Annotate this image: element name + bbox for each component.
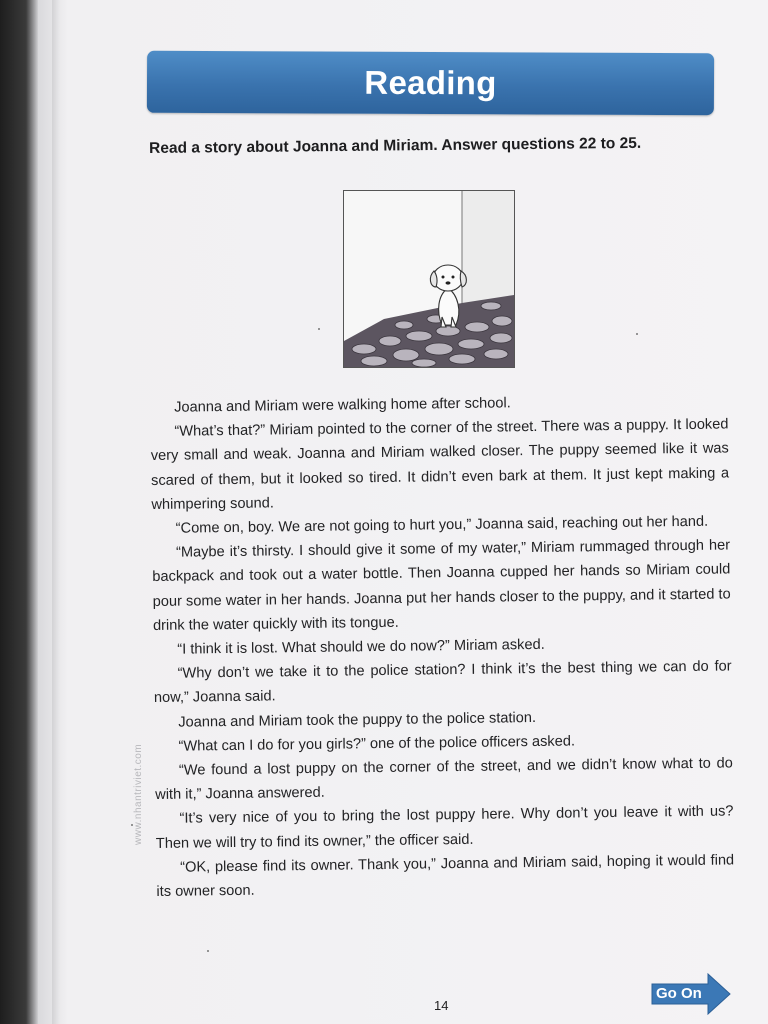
story-paragraph: “Maybe it’s thirsty. I should give it some of my water,” Miriam rummaged through her backpack and took out a water bottle. Then Joanna cupped her hands so Miriam could pour some water in her hands. Joanna put her hands closer to the puppy, and it started to drink the water quickly with its tongue. — [152, 537, 731, 634]
story-paragraph: “What’s that?” Miriam pointed to the corner of the street. There was a puppy. It looked very small and weak. Joanna and Miriam walked closer. The puppy seemed like it was scared of them, but it looked so tired. It didn’t even bark at them. It just kept making a whimpering sound. — [150, 416, 730, 513]
story-paragraph: “Why don’t we take it to the police station? I think it’s the best thing we can do for now,” Joanna said. — [153, 658, 732, 707]
story-paragraph: “OK, please find its owner. Thank you,” Joanna and Miriam said, hoping it would find its owner soon. — [156, 852, 735, 901]
page-number: 14 — [434, 998, 449, 1013]
story-paragraph: “Come on, boy. We are not going to hurt you,” Joanna said, reaching out her hand. — [175, 513, 709, 537]
story-paragraph: “What can I do for you girls?” one of the police officers asked. — [178, 733, 576, 755]
book-binding — [0, 0, 38, 1024]
scan-speck — [207, 950, 209, 952]
story-paragraph: “I think it is lost. What should we do now?” Miriam asked. — [177, 636, 545, 658]
go-on-label: Go On — [656, 985, 702, 1002]
story-paragraph: Joanna and Miriam took the puppy to the police station. — [178, 709, 537, 731]
puppy-illustration — [343, 190, 515, 368]
story-paragraph: “It’s very nice of you to bring the lost puppy here. Why don’t you leave it with us? Then we will try to find its owner,” the officer said. — [155, 803, 734, 852]
scan-speck — [318, 328, 320, 330]
scan-speck — [131, 824, 133, 826]
page-shadow — [52, 0, 60, 1024]
story-paragraph: Joanna and Miriam were walking home after school. — [174, 395, 511, 416]
page-title: Reading — [364, 63, 497, 102]
scan-speck — [636, 333, 638, 335]
puppy-illustration-drawing — [344, 191, 514, 367]
title-banner — [147, 51, 714, 115]
story-paragraph: “We found a lost puppy on the corner of the street, and we didn’t know what to do with it,” Joanna answered. — [155, 755, 733, 804]
watermark: www.nhantriviet.com — [133, 743, 144, 845]
go-on-button[interactable] — [650, 972, 732, 1016]
instructions: Read a story about Joanna and Miriam. Answer questions 22 to 25. — [149, 134, 642, 157]
story-text — [150, 388, 735, 904]
